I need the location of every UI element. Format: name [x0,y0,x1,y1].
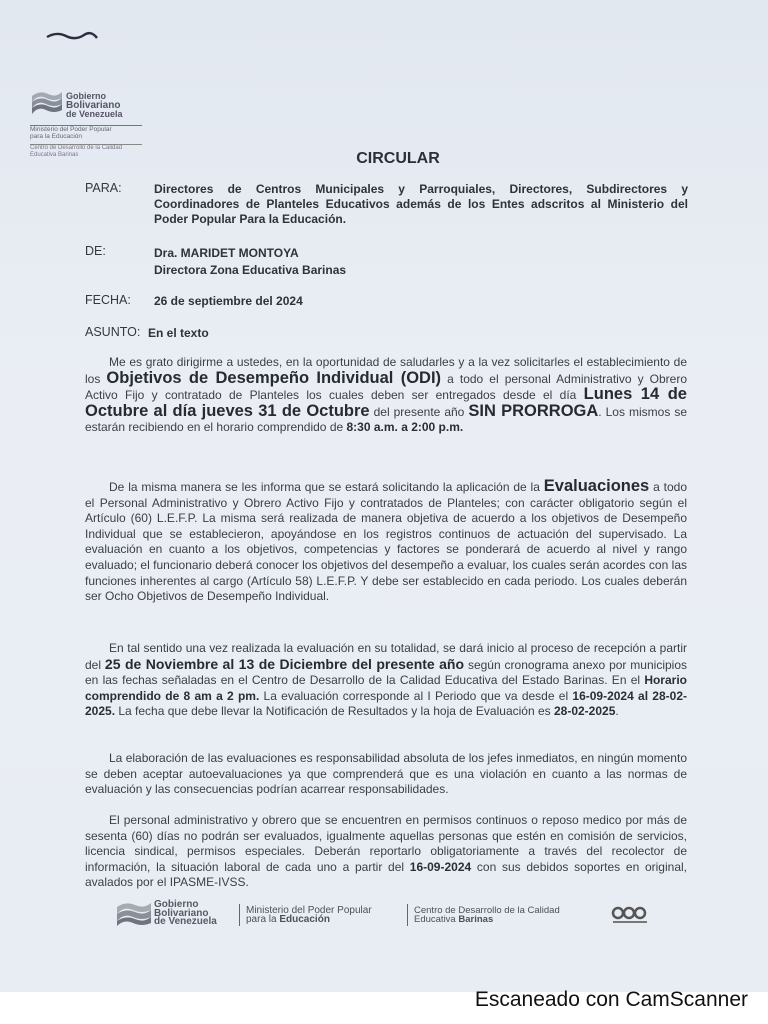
gobierno-text: Gobierno Bolivariano de Venezuela [66,91,123,119]
document-title: CIRCULAR [356,150,440,167]
footer-separator [239,904,240,926]
paragraph-odi: Me es grato dirigirme a ustedes, en la oportunidad de saludarles y a la vez solicitarles el establecimiento de los Objetivos de Desempeño Individual (ODI) a todo el personal Administrativo y Obrero Activo Fijo y contratado de Planteles los cuales deben ser entregados desde el día Lunes 14 de Octubre al día jueves 31 de Octubre del presente año SIN PRORROGA. Los mismos se estarán recibiendo en el horario comprendido de 8:30 a.m. a 2:00 p.m. [85,355,687,435]
fecha-value: 26 de septiembre del 2024 [154,294,303,308]
paragraph-permisos: El personal administrativo y obrero que se encuentren en permisos continuos o reposo medico por más de sesenta (60) días no podrán ser evaluados, igualmente aquellas personas que estén en comisión de servicios, licencia sindical, permisos especiales. Deberán reportarlo obligatoriamente a través del recolector de información, la situación laboral de cada uno a partir del 16-09-2024 con sus debidos soportes en original, avalados por el IPASME-IVSS. [85,813,687,890]
footer-separator-2 [407,904,408,926]
scanner-watermark-bar [0,988,768,1024]
paragraph-evaluaciones: De la misma manera se les informa que se estará solicitando la aplicación de la Evaluaciones a todo el Personal Administrativo y Obrero Activo Fijo y contratados de Planteles; con carácter obligatorio según el Artículo (60) L.E.F.P. La misma será realizada de manera objetiva de acuerdo a los objetivos de Desempeño Individual que se establecieron, apoyándose en los registros continuos de actuación del supervisado. La evaluación en cuanto a los objetivos, competencias y factores se ponderará de acuerdo al nivel y rango evaluado; el funcionario deberá conocer los objetivos del desempeño a evaluar, los cuales serán acordes con las funciones inherentes al cargo (Artículo 58) L.E.F.P. Y debe ser establecido en cada periodo. Los cuales deberán ser Ocho Objetivos de Desempeño Individual. [85,477,687,604]
center-text: Centro de Desarrollo de la Calidad Educativa Barinas [30,145,123,158]
footer-logos [110,900,660,930]
asunto-label: ASUNTO: [85,325,141,339]
de-name: Dra. MARIDET MONTOYA [154,246,299,260]
footer-gobierno-text: Gobierno Bolivariano de Venezuela [154,899,217,928]
para-label: PARA: [85,181,122,195]
fecha-label: FECHA: [85,293,131,307]
ministry-text: Ministerio del Poder Popular para la Educación [30,126,112,140]
asunto-value: En el texto [148,326,209,340]
plan-2030-logo-icon [610,904,652,926]
footer-center-text: Centro de Desarrollo de la Calidad Educativa Barinas [414,905,560,925]
venezuela-flag-icon [30,92,64,114]
paragraph-recepcion: En tal sentido una vez realizada la evaluación en su totalidad, se dará inicio al proceso de recepción a partir del 25 de Noviembre al 13 de Diciembre del presente año según cronograma anexo por municipios en las fechas señaladas en el Centro de Desarrollo de la Calidad Educativa del Estado Barinas. En el Horario comprendido de 8 am a 2 pm. La evaluación corresponde al I Periodo que va desde el 16-09-2024 al 28-02-2025. La fecha que debe llevar la Notificación de Resultados y la hoja de Evaluación es 28-02-2025. [85,641,687,719]
para-value: Directores de Centros Municipales y Parroquiales, Directores, Subdirectores y Coordinadores de Planteles Educativos además de los Entes adscritos al Ministerio del Poder Popular Para la Educación. [154,182,688,226]
de-role: Directora Zona Educativa Barinas [154,263,347,277]
camscanner-watermark: Escaneado con CamScanner [474,988,748,1011]
footer-ministry-text: Ministerio del Poder Popular para la Educación [246,905,372,925]
de-label: DE: [85,244,106,258]
venezuela-flag-icon [116,902,152,926]
pen-mark-icon [46,30,98,42]
paragraph-responsabilidad: La elaboración de las evaluaciones es responsabilidad absoluta de los jefes inmediatos, en ningún momento se deben aceptar autoevaluaciones ya que comprenderá que es una violación en cuanto a las normas de evaluación y las consecuencias podrían acarrear responsabilidades. [85,751,687,797]
